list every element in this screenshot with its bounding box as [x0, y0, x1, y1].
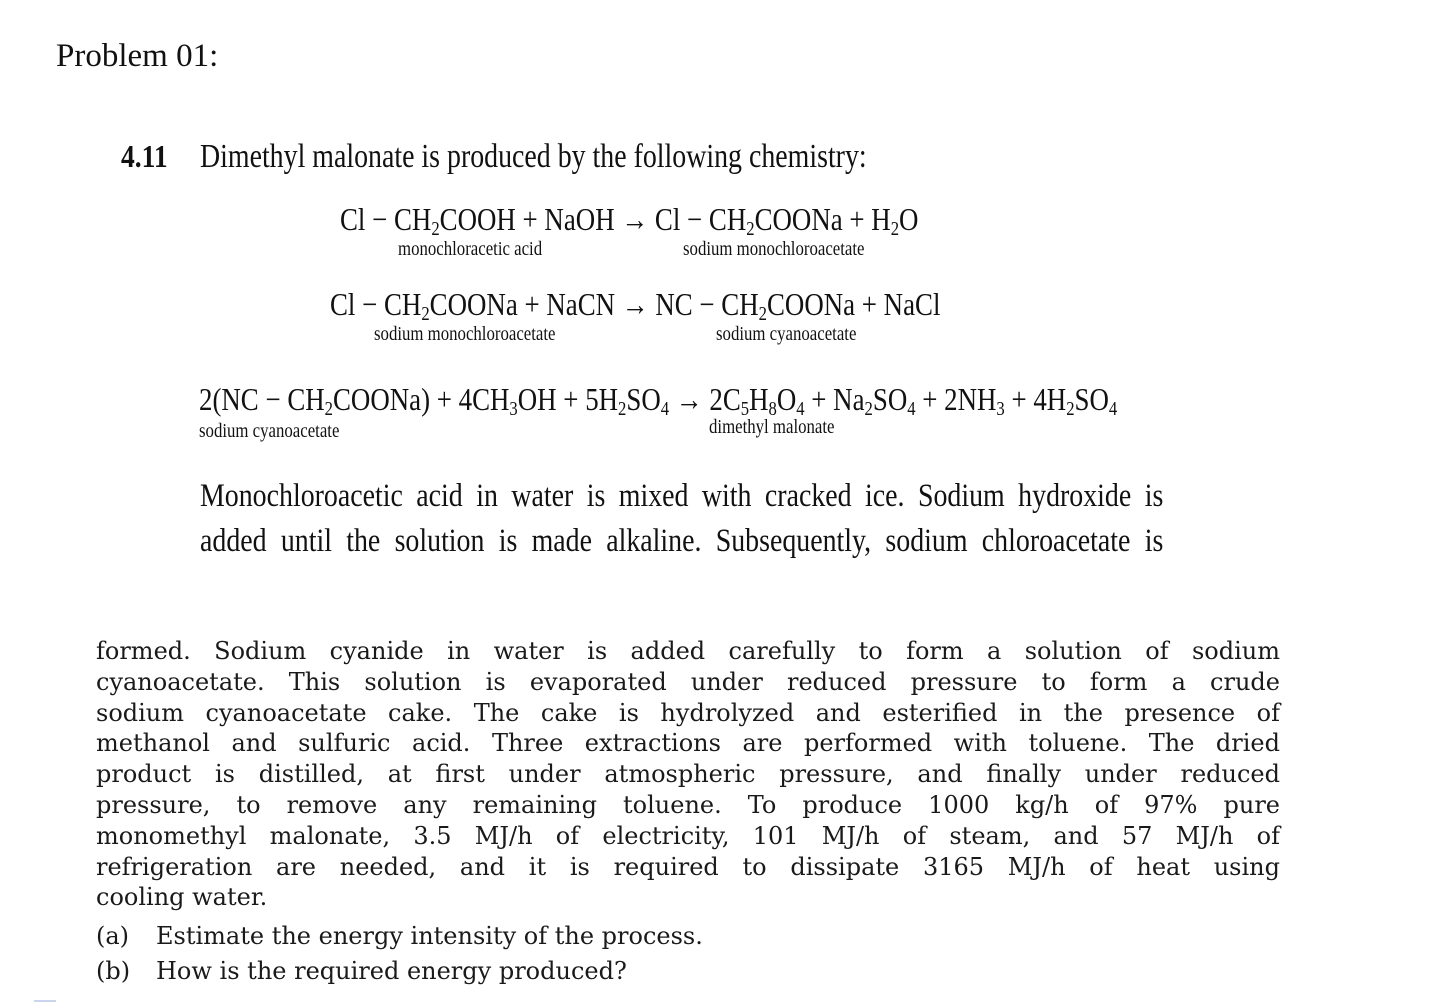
question-a-text: Estimate the energy intensity of the process. [156, 922, 703, 950]
reaction-2-reactant-label: sodium monochloroacetate [374, 323, 556, 345]
paragraph-2-line: cooling water. [96, 883, 268, 912]
reaction-1-product-label: sodium monochloroacetate [683, 238, 865, 260]
page-heading: Problem 01: [56, 38, 219, 74]
description-paragraph-1 [200, 474, 1163, 564]
paragraph-2-line: product is distilled, at first under atmospheric pressure, and finally under reduced [96, 760, 1280, 789]
problem-intro: Dimethyl malonate is produced by the following chemistry: [200, 138, 867, 175]
reaction-1-reactant-label: monochloracetic acid [398, 238, 543, 260]
paragraph-1-line: added until the solution is made alkaline. Subsequently, sodium chloroacetate is [200, 523, 1164, 559]
problem-number: 4.11 [121, 138, 168, 174]
question-b-label: (b) [96, 957, 131, 985]
paragraph-2-line: formed. Sodium cyanide in water is added carefully to form a solution of sodium [96, 637, 1280, 665]
paragraph-2-line: sodium cyanoacetate cake. The cake is hydrolyzed and esterified in the presence of [96, 698, 1280, 727]
question-a [96, 922, 703, 950]
reaction-3-product-label: dimethyl malonate [709, 416, 835, 438]
paragraph-2-line: refrigeration are needed, and it is required to dissipate 3165 MJ/h of heat using [96, 852, 1280, 881]
paragraph-2-line: methanol and sulfuric acid. Three extractions are performed with toluene. The dried [96, 729, 1280, 758]
page-edge-mark [34, 1000, 56, 1002]
reaction-equation-3: $2(NC - CH_2COONa) + 4CH_3OH + 5H_2SO_4 \to 2C_5H_8O_4 + Na_2SO_4 + 2NH_3 + 4H_2SO_4$ [199, 381, 1118, 420]
paragraph-2-line: cyanoacetate. This solution is evaporated under reduced pressure to form a crude [96, 667, 1280, 696]
description-paragraph-2 [96, 636, 1280, 913]
question-b-text: How is the required energy produced? [156, 957, 627, 985]
reaction-equation-2: $Cl - CH_2COONa$ + NaCN → NC − $CH_2COONa$ + NaCl [330, 286, 941, 325]
question-b [96, 957, 627, 985]
paragraph-1-line: Monochloroacetic acid in water is mixed with cracked ice. Sodium hydroxide is [200, 478, 1164, 514]
reaction-3-reactant-label: sodium cyanoacetate [199, 420, 340, 442]
reaction-2-product-label: sodium cyanoacetate [716, 323, 857, 345]
question-a-label: (a) [96, 922, 130, 950]
paragraph-2-line: monomethyl malonate, 3.5 MJ/h of electricity, 101 MJ/h of steam, and 57 MJ/h of [96, 821, 1280, 850]
reaction-equation-1: $Cl - CH_2COOH$ + NaOH → $Cl - CH_2COONa + H_2O$ [340, 201, 919, 240]
paragraph-2-line: pressure, to remove any remaining toluene. To produce 1000 kg/h of 97% pure [96, 790, 1280, 819]
